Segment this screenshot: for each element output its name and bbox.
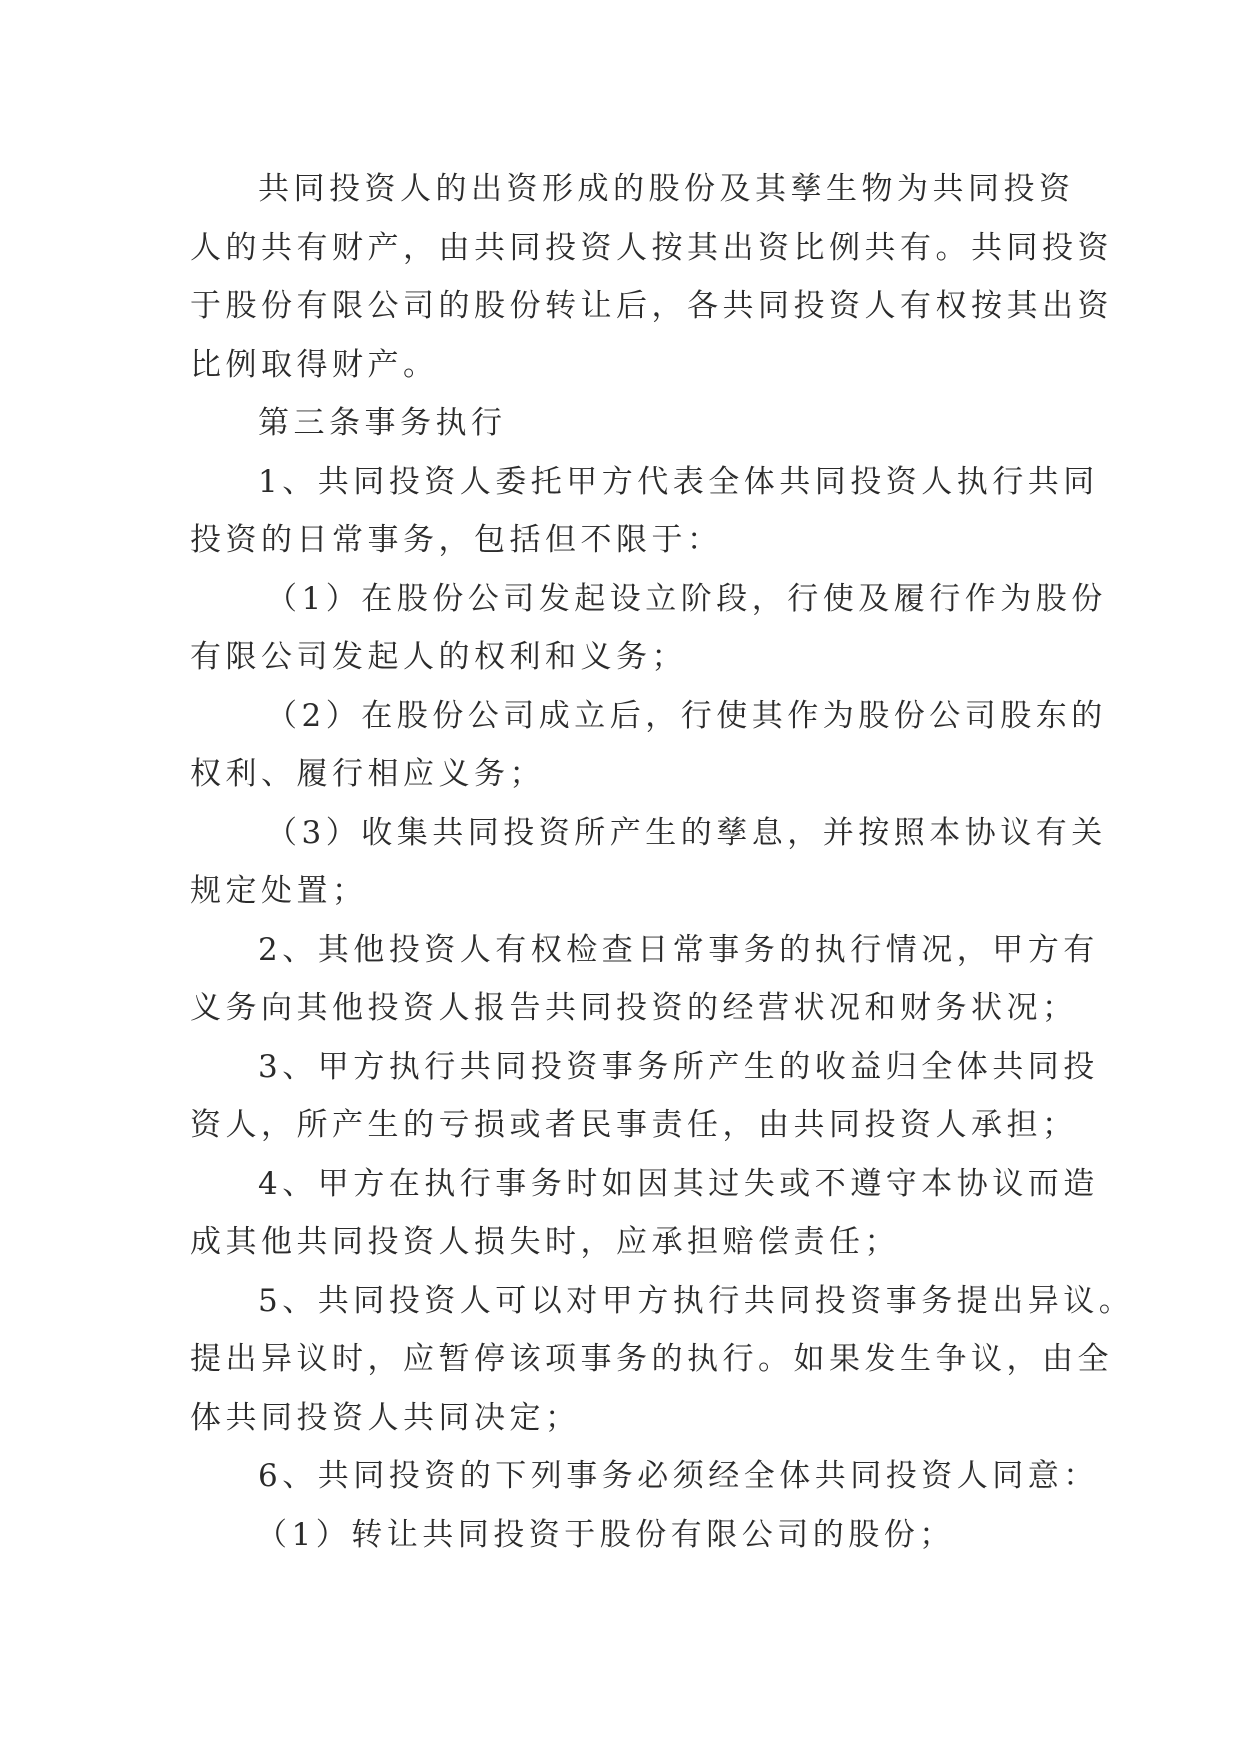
text-line: 规定处置； <box>190 873 368 909</box>
text-line: 3、甲方执行共同投资事务所产生的收益归全体共同投 <box>258 1048 1099 1085</box>
text-line: 投资的日常事务，包括但不限于： <box>190 522 723 558</box>
text-line: 比例取得财产。 <box>190 346 439 383</box>
text-line: （1）在股份公司发起设立阶段，行使及履行作为股份 <box>266 580 1107 617</box>
text-line: 资人，所产生的亏损或者民事责任，由共同投资人承担； <box>190 1107 1078 1143</box>
document-body <box>190 160 1135 1564</box>
text-line: 5、共同投资人可以对甲方执行共同投资事务提出异议。 <box>258 1282 1135 1319</box>
text-line: 提出异议时，应暂停该项事务的执行。如果发生争议，由全 <box>190 1341 1113 1377</box>
text-line: 1、共同投资人委托甲方代表全体共同投资人执行共同 <box>258 463 1099 500</box>
text-line: 2、其他投资人有权检查日常事务的执行情况，甲方有 <box>258 931 1099 968</box>
text-line: 体共同投资人共同决定； <box>190 1399 581 1436</box>
text-line: 成其他共同投资人损失时，应承担赔偿责任； <box>190 1224 900 1260</box>
text-line: 义务向其他投资人报告共同投资的经营状况和财务状况； <box>190 990 1078 1026</box>
text-line: 共同投资人的出资形成的股份及其孳生物为共同投资 <box>258 171 1075 207</box>
text-line: 4、甲方在执行事务时如因其过失或不遵守本协议而造 <box>258 1165 1099 1202</box>
text-line: 权利、履行相应义务； <box>190 756 545 792</box>
text-line: 于股份有限公司的股份转让后，各共同投资人有权按其出资 <box>190 288 1113 324</box>
text-line: 6、共同投资的下列事务必须经全体共同投资人同意： <box>258 1458 1099 1494</box>
text-line: 有限公司发起人的权利和义务； <box>190 639 687 675</box>
text-line: （2）在股份公司成立后，行使其作为股份公司股东的 <box>266 697 1107 734</box>
text-line: 人的共有财产，由共同投资人按其出资比例共有。共同投资 <box>190 229 1113 266</box>
text-line: （3）收集共同投资所产生的孳息，并按照本协议有关 <box>266 814 1107 851</box>
section-heading: 第三条事务执行 <box>258 405 507 441</box>
text-line: （1）转让共同投资于股份有限公司的股份； <box>256 1516 955 1553</box>
